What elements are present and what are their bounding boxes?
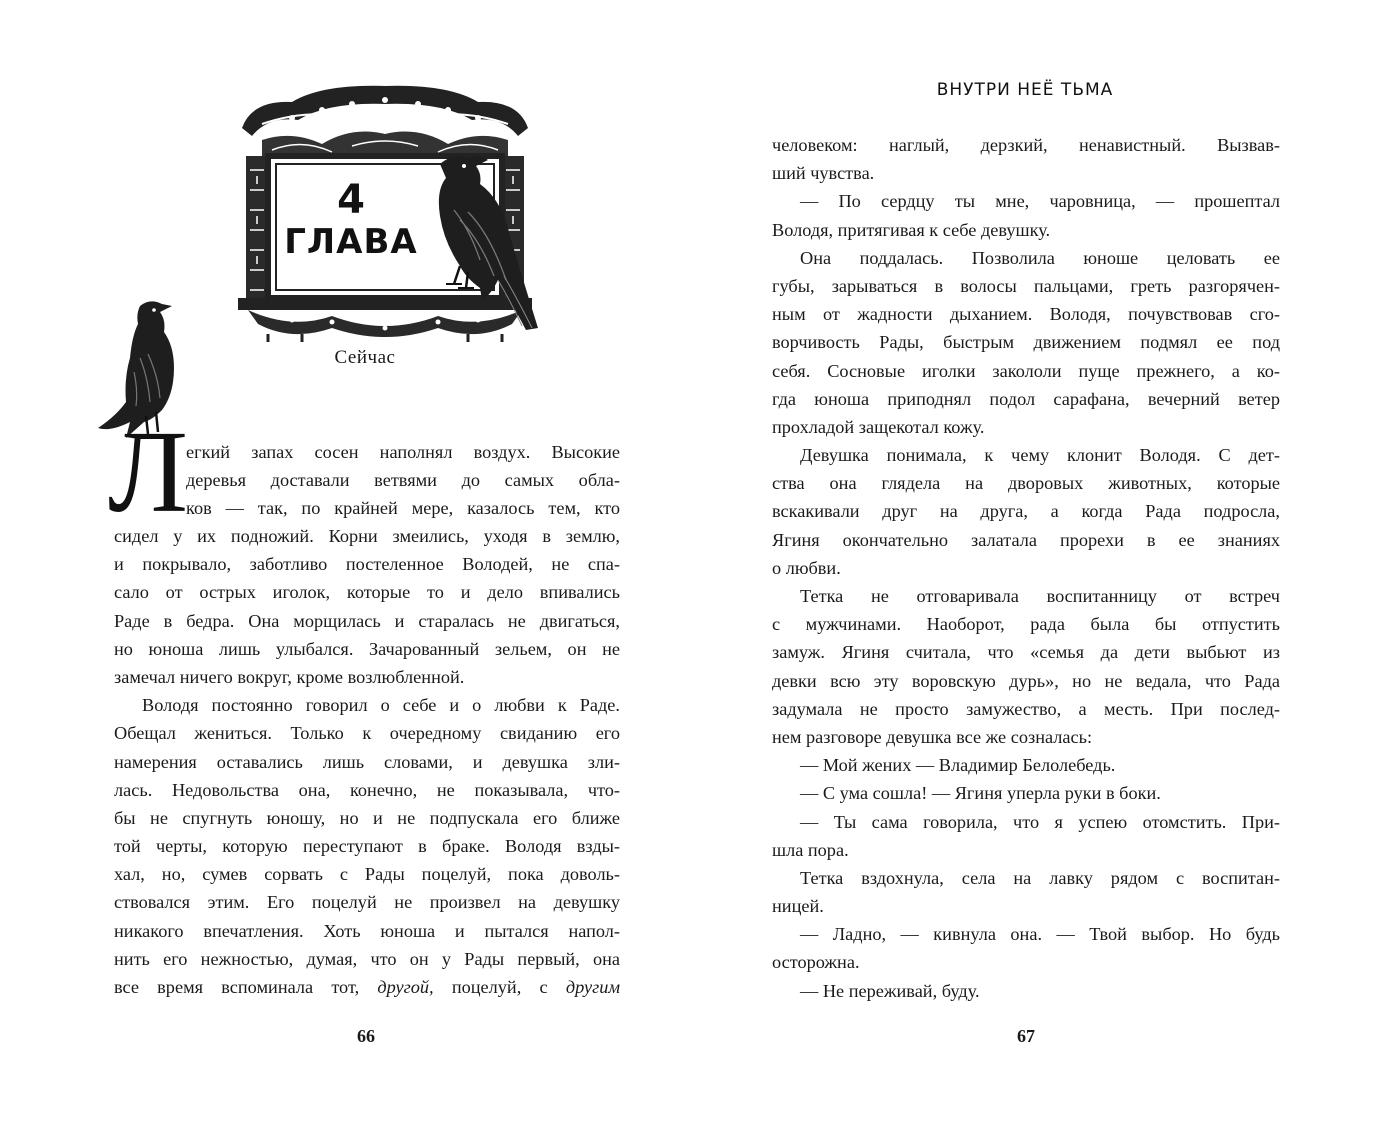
text-line: сидел у их подножий. Корни змеились, уходя в землю, — [114, 526, 620, 546]
text-line: но юноша лишь улыбался. Зачарованный зельем, он не — [114, 638, 620, 659]
text-line: человеком: наглый, дерзкий, ненавистный. Вызвав- — [772, 135, 1280, 155]
text-line: Раде в бедра. Она морщилась и старалась не двигаться, — [114, 610, 620, 631]
text-line: — Ты сама говорила, что я успею отомстить. При- — [800, 811, 1280, 832]
text-line: — Не переживай, буду. — [800, 980, 980, 1001]
text-line: — Ладно, — кивнула она. — Твой выбор. Но будь — [800, 924, 1280, 945]
text-line: — Мой жених — Владимир Белолебедь. — [800, 755, 1116, 776]
text-line: осторожна. — [772, 952, 860, 973]
text-line: Ягиня окончательно залатала прорехи в ее знаниях — [772, 529, 1280, 550]
text-line: себя. Сосновые иголки закололи пуще прежнего, а ко- — [772, 360, 1280, 381]
text-line: задумала не просто замужество, а месть. При послед- — [772, 698, 1280, 719]
text-line: девки всю эту воровскую дурь», но не ведала, что Рада — [772, 670, 1280, 691]
text-line: прохладой защекотал кожу. — [772, 416, 985, 437]
text-line: о любви. — [772, 557, 841, 578]
text-fragment: все время вспоминала тот, — [114, 977, 360, 997]
text-line: Володя постоянно говорил о себе и о любви к Раде. — [142, 695, 620, 716]
text-line: замечал ничего вокруг, кроме возлюбленной. — [114, 666, 465, 687]
italic-fragment: другим — [565, 977, 620, 997]
chapter-heading — [272, 162, 430, 284]
page-number: 67 — [1017, 1026, 1035, 1046]
text-line: Она поддалась. Позволила юноше целовать ее — [800, 247, 1280, 268]
text-line: Девушка понимала, к чему клонит Володя. С дет- — [800, 445, 1280, 466]
text-line: деревья доставали ветвями до самых обла- — [186, 470, 620, 491]
chapter-subtitle: Сейчас — [334, 347, 396, 368]
text-line: ницей. — [772, 896, 824, 917]
text-line: с мужчинами. Наоборот, рада была бы отпустить — [772, 614, 1280, 635]
text-line: Володя, притягивая к себе девушку. — [772, 219, 1051, 240]
text-line: гда юноша приподнял подол сарафана, вечерний ветер — [772, 388, 1280, 409]
text-line: губы, зарываться в волосы пальцами, греть разгорячен- — [772, 275, 1280, 296]
chapter-label: ГЛАВА — [284, 222, 418, 262]
text-line: Обещал жениться. Только к очередному свиданию его — [114, 723, 620, 744]
text-line: замуж. Ягиня считала, что «семья да дети выбьют из — [772, 642, 1280, 663]
text-line: егкий запах сосен наполнял воздух. Высокие — [186, 442, 620, 462]
right-page-body — [772, 131, 1280, 1005]
italic-fragment: другой, — [377, 977, 434, 997]
left-page-body — [114, 522, 620, 1001]
text-line: нем разговоре девушка все же созналась: — [772, 726, 1093, 747]
text-line: ворчивость Рады, быстрым движением подмял ее под — [772, 332, 1280, 353]
text-line: хал, но, сумев сорвать с Рады поцелуй, пока доволь- — [114, 864, 620, 885]
text-line: вскакивали друг на друга, а когда Рада подросла, — [772, 501, 1280, 522]
text-line: нить его нежностью, думая, что он у Рады первый, она — [114, 948, 620, 969]
text-line: и покрывало, заботливо постеленное Володей, не спа- — [114, 554, 620, 575]
text-line: сало от острых иголок, которые то и дело впивались — [114, 582, 620, 603]
text-line: ствовался этим. Его поцелуй не произвел на девушку — [114, 892, 620, 913]
raven-on-frame-illustration — [410, 150, 540, 340]
text-line: Тетка не отговаривала воспитанницу от встреч — [800, 586, 1280, 606]
text-line: ков — так, по крайней мере, казалось тем, кто — [186, 498, 620, 519]
text-line: ства она глядела на дворовых животных, которые — [772, 473, 1280, 494]
text-line: намерения оставались лишь словами, и девушка зли- — [114, 751, 620, 772]
text-line: той черты, которую переступают в браке. Володя взды- — [114, 836, 620, 857]
text-line: Тетка вздохнула, села на лавку рядом с воспитан- — [800, 867, 1280, 888]
text-line: ший чувства. — [772, 163, 875, 184]
text-line: шла пора. — [772, 839, 849, 860]
page-number: 66 — [357, 1026, 375, 1046]
text-line-last — [114, 973, 620, 1001]
text-line: лась. Недовольства она, конечно, не показывала, что- — [114, 779, 620, 800]
text-line: — С ума сошла! — Ягиня уперла руки в боки. — [800, 783, 1161, 804]
text-line: бы не спугнуть юношу, но и не подпускала его ближе — [114, 807, 620, 828]
opening-lines — [186, 438, 620, 523]
text-line: никакого впечатления. Хоть юноша и пытался напол- — [114, 920, 620, 941]
chapter-number: 4 — [337, 177, 365, 223]
text-line: — По сердцу ты мне, чаровница, — прошептал — [800, 191, 1280, 212]
running-head-title: ВНУТРИ НЕЁ ТЬМА — [936, 80, 1114, 100]
drop-cap-letter: Л — [108, 406, 189, 537]
text-line: ным от жадности дыханием. Володя, почувствовав сго- — [772, 304, 1280, 325]
text-fragment: поцелуй, с — [451, 977, 548, 997]
